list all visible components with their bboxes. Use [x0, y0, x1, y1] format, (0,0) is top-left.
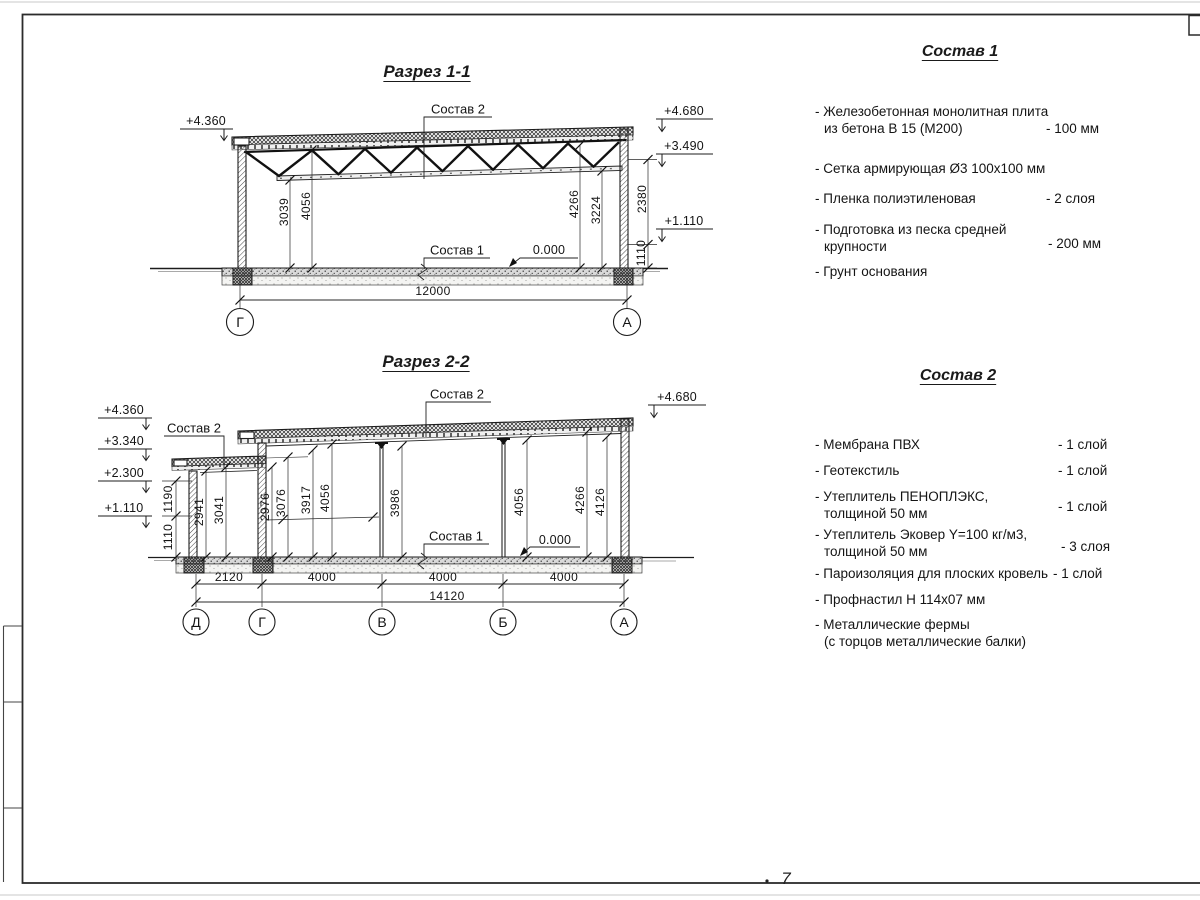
level-mark-label: +4.680 [657, 390, 697, 404]
axis-label: А [619, 614, 629, 630]
dim-label: 4126 [593, 487, 607, 517]
leader-label: Состав 1 [430, 242, 484, 258]
leader-label: Состав 2 [430, 386, 484, 402]
roof-beam-end [234, 138, 249, 145]
right-wall [621, 419, 629, 557]
level-mark-label: +3.490 [664, 139, 704, 153]
material-value: - 1 слой [1058, 437, 1108, 452]
dim-label: 2941 [192, 497, 206, 527]
level-mark-label: +4.680 [664, 104, 704, 118]
dim-label: 4266 [567, 189, 581, 219]
axis-label: В [377, 614, 387, 630]
dim-label: 4056 [299, 191, 313, 221]
zero-level-label: 0.000 [532, 243, 566, 257]
section-1-title: Разрез 1-1 [383, 62, 471, 81]
dim-label: 4056 [318, 483, 332, 513]
dim-label: 2380 [635, 184, 649, 214]
level-mark-label: +4.360 [104, 403, 144, 417]
right-wall [620, 129, 628, 268]
material-value: - 3 слоя [1061, 539, 1111, 554]
sheet-border [4, 15, 1200, 884]
material-item: толщиной 50 мм [824, 506, 928, 521]
axis-label: А [622, 314, 632, 330]
left-margin-strip [4, 626, 23, 882]
material-item: - Профнастил Н 114х07 мм [815, 592, 986, 607]
axis-label: Г [236, 314, 244, 330]
dim-label: 3224 [589, 195, 603, 225]
material-item: крупности [824, 239, 887, 254]
dim-label: 4056 [512, 487, 526, 517]
section-1-1-drawing [150, 117, 713, 336]
dim-label: 1190 [161, 485, 175, 513]
dim-label: 1110 [634, 239, 648, 267]
material-value: - 200 мм [1048, 236, 1102, 251]
dim-label: 3986 [388, 488, 402, 518]
leader-label: Состав 1 [429, 528, 483, 544]
material-item: - Утеплитель ПЕНОПЛЭКС, [815, 489, 989, 504]
level-mark-label: +2.300 [104, 466, 144, 480]
material-value: - 1 слой [1058, 463, 1108, 478]
level-mark-label: +1.110 [664, 214, 704, 228]
dim-label: 4000 [549, 570, 579, 584]
material-value: - 2 слоя [1046, 191, 1096, 206]
material-item: - Геотекстиль [815, 463, 900, 478]
corner-box [1189, 16, 1200, 36]
level-mark-label: +3.340 [104, 434, 144, 448]
dim-label: 4000 [307, 570, 337, 584]
floor-slab [150, 268, 668, 285]
section-2-2-drawing [98, 402, 706, 635]
sheet-mark-dot [765, 879, 768, 882]
material-item: - Утеплитель Эковер Y=100 кг/м3, [815, 527, 1028, 542]
material-value: - 1 слой [1053, 566, 1103, 581]
dim-label: 14120 [429, 589, 465, 603]
composition-2-title: Состав 2 [919, 367, 997, 384]
leader-label: Состав 2 [431, 101, 485, 117]
leader-label: Состав 2 [167, 420, 221, 436]
zero-level-label: 0.000 [538, 533, 572, 547]
dim-label: 12000 [415, 284, 451, 298]
dim-label: 3039 [277, 197, 291, 227]
material-item: - Подготовка из песка средней [815, 222, 1007, 237]
material-item: - Пароизоляция для плоских кровель [815, 566, 1049, 581]
dim-label: 1110 [161, 523, 175, 551]
zero-arrowhead [509, 258, 517, 267]
material-item: толщиной 50 мм [824, 544, 928, 559]
dim-label: 3917 [299, 485, 313, 515]
sheet-number: 7 [781, 869, 791, 888]
material-item: (с торцов металлические балки) [824, 634, 1026, 649]
dim-label: 4266 [573, 485, 587, 515]
material-item: - Железобетонная монолитная плита [815, 104, 1049, 119]
dim-label: 2976 [258, 492, 272, 522]
dim-label: 4000 [428, 570, 458, 584]
section-2-title: Разрез 2-2 [382, 352, 470, 371]
composition-1-title: Состав 1 [921, 43, 999, 60]
dim-label: 3076 [274, 488, 288, 518]
material-value: - 100 мм [1046, 121, 1100, 136]
material-item: из бетона В 15 (М200) [824, 121, 963, 136]
material-value: - 1 слой [1058, 499, 1108, 514]
material-item: - Сетка армирующая Ø3 100х100 мм [815, 161, 1046, 176]
material-item: - Металлические фермы [815, 617, 970, 632]
material-item: - Мембрана ПВХ [815, 437, 920, 452]
axis-label: Г [258, 614, 266, 630]
roof-beam-end [174, 460, 187, 466]
level-mark-label: +1.110 [104, 501, 144, 515]
level-mark-label: +4.360 [186, 114, 226, 128]
roof-beam-end [240, 432, 254, 439]
dim-label: 3041 [212, 495, 226, 525]
left-wall [238, 146, 246, 268]
material-item: - Пленка полиэтиленовая [815, 191, 976, 206]
axis-label: Б [498, 614, 508, 630]
dim-label: 2120 [214, 570, 244, 584]
axis-label: Д [191, 614, 201, 630]
material-item: - Грунт основания [815, 264, 928, 279]
